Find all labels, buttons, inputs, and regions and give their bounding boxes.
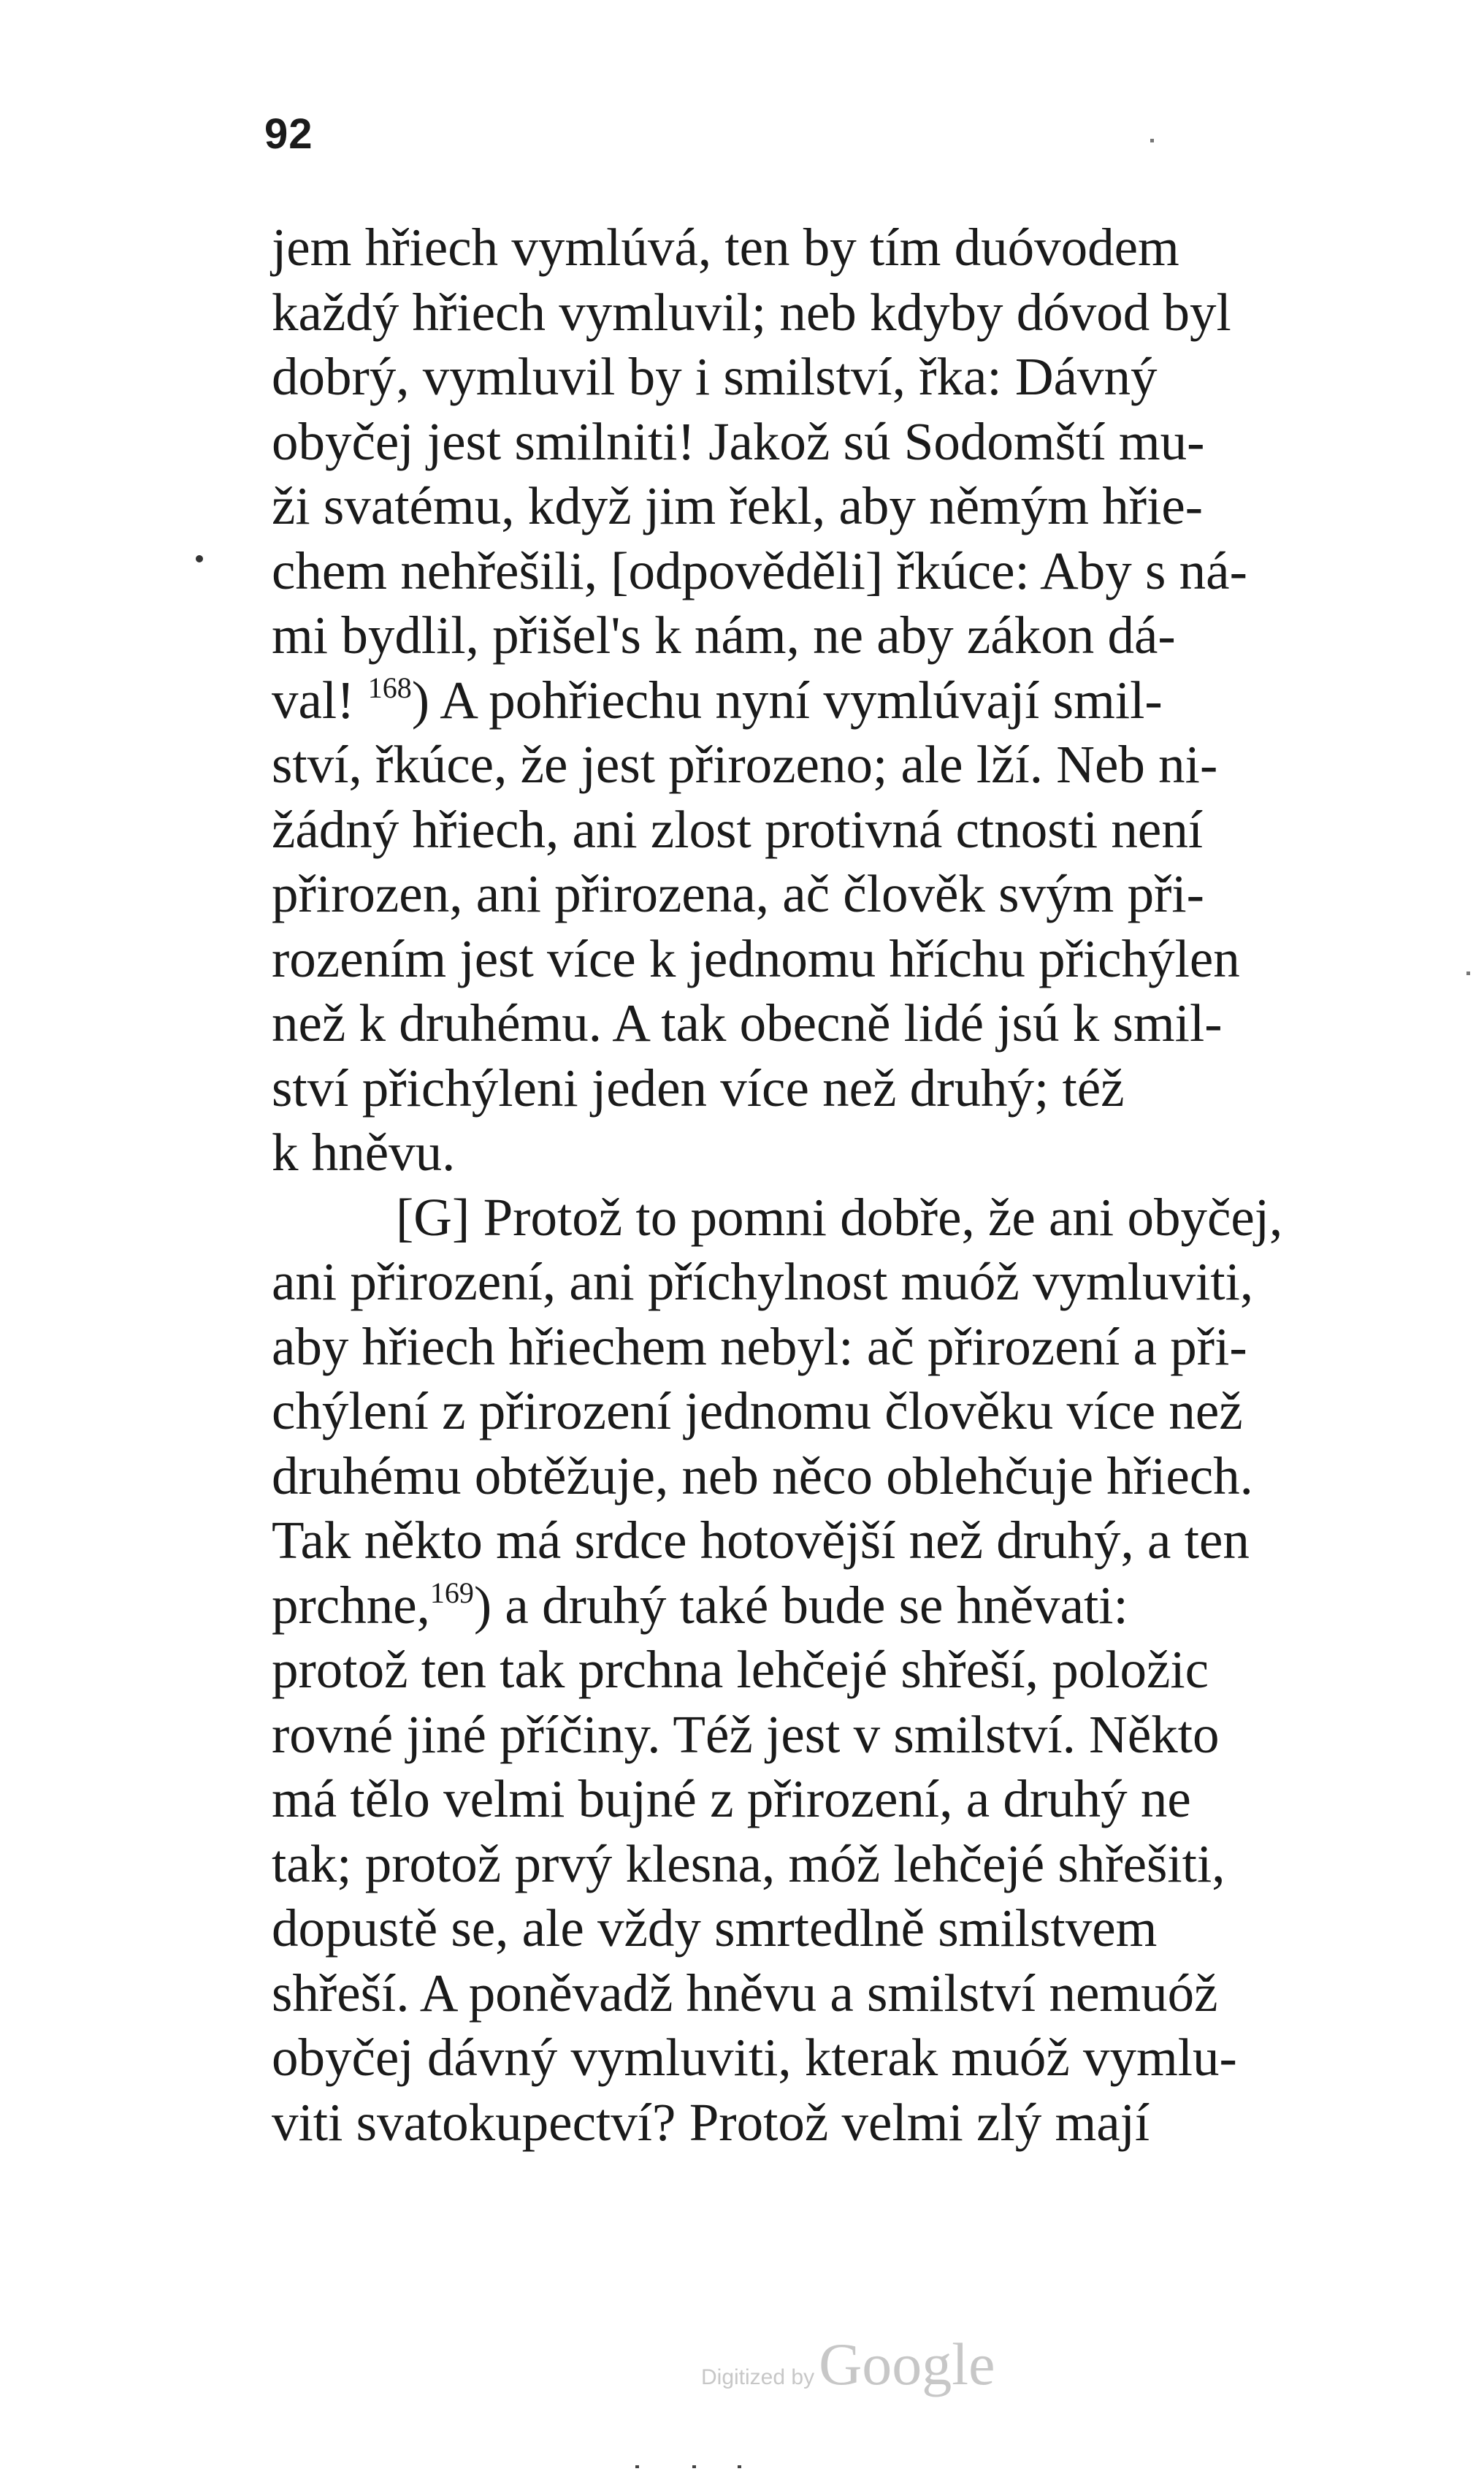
text-line: mi bydlil, přišel's k nám, ne aby zákon dá- xyxy=(272,606,1176,665)
text-line: obyčej jest smilniti! Jakož sú Sodomští mu- xyxy=(272,411,1205,471)
text-line: druhému obtěžuje, neb něco oblehčuje hřiech. xyxy=(272,1446,1253,1505)
scan-artifact-dot xyxy=(738,2465,741,2468)
text-line: tak; protož prvý klesna, móž lehčejé shřešiti, xyxy=(272,1833,1225,1893)
stray-ink-dot xyxy=(1150,139,1154,142)
scan-artifact-dot xyxy=(692,2465,696,2468)
text-line: shřeší. A poněvadž hněvu a smilství nemuóž xyxy=(272,1963,1218,2023)
text-line: viti svatokupectví? Protož velmi zlý mají xyxy=(272,2092,1150,2152)
text-line: než k druhému. A tak obecně lidé jsú k smil- xyxy=(272,993,1223,1053)
text-segment: ) a druhý také bude se hněvati: xyxy=(473,1575,1128,1635)
text-segment: ) A pohřiechu nyní vymlúvají smil- xyxy=(411,670,1163,730)
footnote-ref-169: 169 xyxy=(429,1576,474,1609)
paragraph-start-line: [G] Protož to pomni dobře, že ani obyčej, xyxy=(396,1187,1283,1247)
text-line: žádný hřiech, ani zlost protivná ctnosti není xyxy=(272,799,1204,859)
text-line-with-footnote xyxy=(272,668,1469,733)
text-line: každý hřiech vymluvil; neb kdyby dóvod byl xyxy=(272,282,1231,342)
stray-ink-mark xyxy=(196,555,203,562)
text-line: ži svatému, když jim řekl, aby němým hřie- xyxy=(272,476,1204,535)
text-line: protož ten tak prchna lehčejé shřeší, položic xyxy=(272,1640,1209,1699)
text-line: chýlení z přirození jednomu člověku více než xyxy=(272,1381,1243,1440)
text-line: dobrý, vymluvil by i smilství, řka: Dávný xyxy=(272,347,1158,406)
body-text xyxy=(272,215,1469,2155)
text-line: přirozen, ani přirozena, ač člověk svým při- xyxy=(272,864,1204,923)
footnote-ref-168: 168 xyxy=(367,671,412,704)
watermark-prefix: Digitized by xyxy=(701,2365,815,2389)
google-logo: Google xyxy=(819,2331,995,2397)
text-line: k hněvu. xyxy=(272,1123,456,1182)
text-line: rovné jiné příčiny. Též jest v smilství. Někto xyxy=(272,1704,1220,1764)
text-segment: val! xyxy=(272,670,368,730)
scan-artifact-dot xyxy=(635,2465,639,2468)
text-segment: prchne, xyxy=(272,1575,430,1635)
text-line: dopustě se, ale vždy smrtedlně smilstvem xyxy=(272,1898,1158,1958)
text-line-with-footnote xyxy=(272,1573,1469,1638)
text-line: ani přirození, ani příchylnost muóž vymluviti, xyxy=(272,1252,1254,1311)
text-line: ství přichýleni jeden více než druhý; též xyxy=(272,1058,1125,1118)
digitized-by-google-watermark xyxy=(701,2330,995,2399)
text-line: aby hřiech hřiechem nebyl: ač přirození a při- xyxy=(272,1316,1247,1376)
text-line: obyčej dávný vymluviti, kterak muóž vymlu- xyxy=(272,2028,1237,2087)
page-number: 92 xyxy=(264,110,313,158)
text-line: chem nehřešili, [odpověděli] řkúce: Aby s ná- xyxy=(272,541,1247,600)
text-line: Tak někto má srdce hotovější než druhý, a ten xyxy=(272,1511,1250,1570)
text-line: jem hřiech vymlúvá, ten by tím duóvodem xyxy=(272,218,1179,277)
text-line: rozením jest více k jednomu hříchu přichýlen xyxy=(272,928,1240,988)
stray-ink-dot xyxy=(1466,972,1470,975)
text-line: ství, řkúce, že jest přirozeno; ale lží. Neb ni- xyxy=(272,735,1218,794)
text-line: má tělo velmi bujné z přirození, a druhý ne xyxy=(272,1769,1191,1828)
